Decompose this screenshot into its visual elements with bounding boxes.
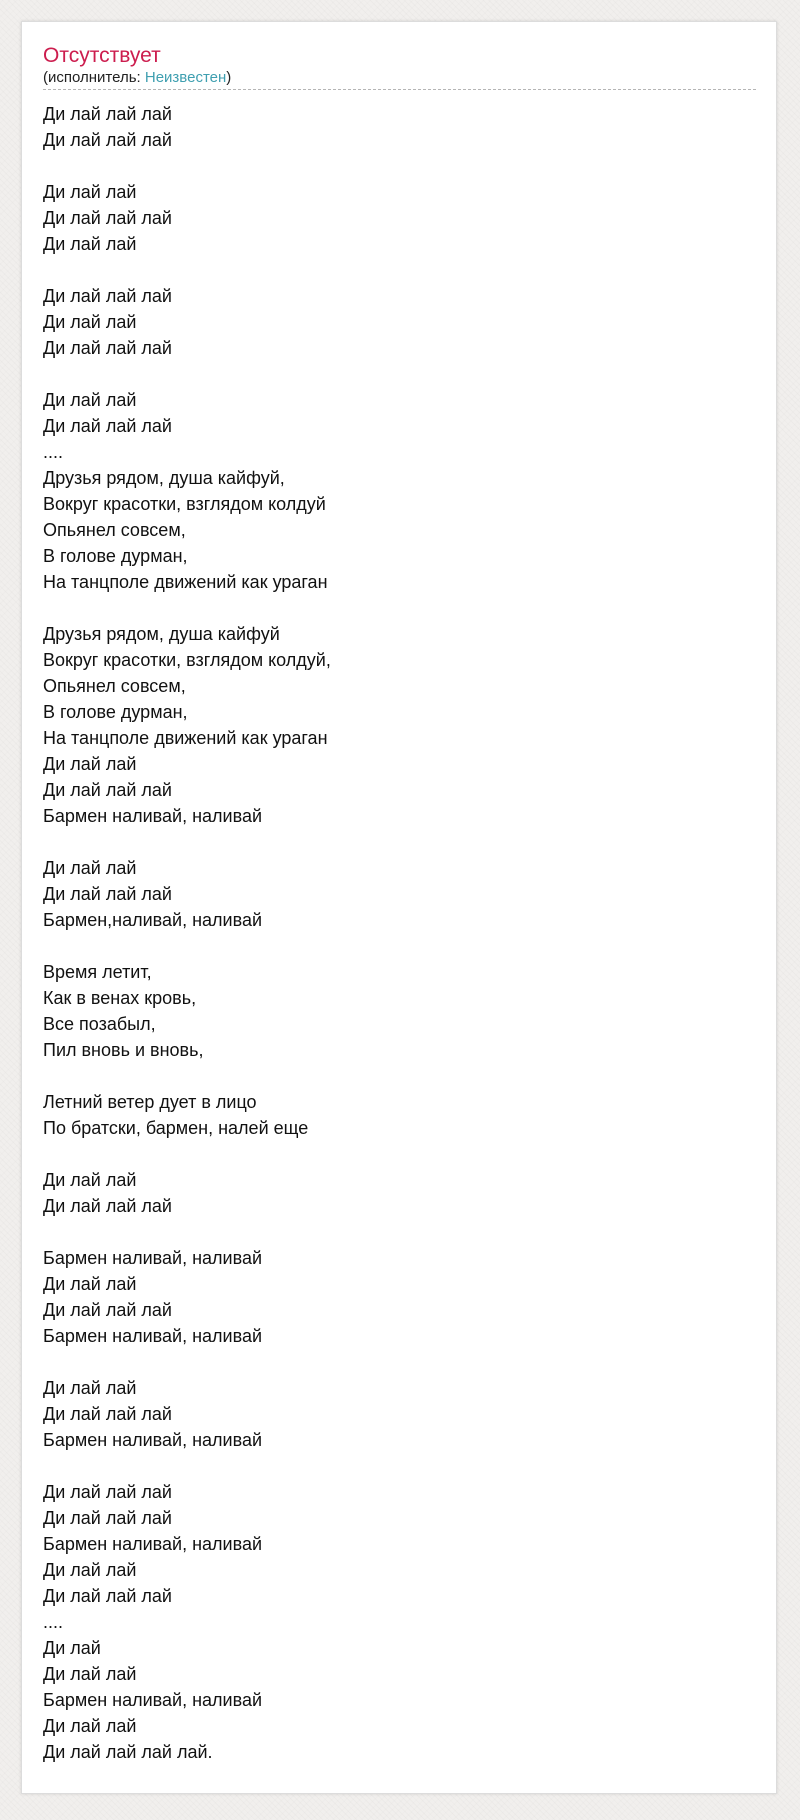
lyric-blank-line	[43, 1349, 756, 1375]
lyric-line: ....	[43, 1612, 64, 1632]
lyric-line: Ди лай лай	[43, 312, 137, 332]
lyric-line: Ди лай лай	[43, 858, 137, 878]
lyric-line: Друзья рядом, душа кайфуй	[43, 624, 280, 644]
lyric-line: Время летит,	[43, 962, 152, 982]
lyric-line: В голове дурман,	[43, 702, 188, 722]
lyric-line: По братски, бармен, налей еще	[43, 1118, 309, 1138]
lyric-blank-line	[43, 361, 756, 387]
lyric-line: Ди лай лай	[43, 1560, 137, 1580]
lyric-line: Ди лай лай лай	[43, 416, 172, 436]
lyric-line: Ди лай лай	[43, 754, 137, 774]
lyric-line: На танцполе движений как ураган	[43, 728, 328, 748]
lyric-line: Ди лай лай лай	[43, 1586, 172, 1606]
artist-suffix: )	[226, 69, 232, 86]
lyric-line: Ди лай лай лай	[43, 780, 172, 800]
lyric-blank-line	[43, 933, 756, 959]
lyric-line: Ди лай лай	[43, 1378, 137, 1398]
lyric-line: Бармен наливай, наливай	[43, 1430, 263, 1450]
lyric-line: Вокруг красотки, взглядом колдуй,	[43, 650, 331, 670]
lyric-line: Ди лай лай лай лай.	[43, 1742, 213, 1762]
lyric-line: Ди лай лай	[43, 182, 137, 202]
lyric-line: Все позабыл,	[43, 1014, 156, 1034]
lyric-line: Ди лай лай лай	[43, 1482, 172, 1502]
lyric-blank-line	[43, 1063, 756, 1089]
lyric-line: На танцполе движений как ураган	[43, 572, 328, 592]
lyric-line: Бармен наливай, наливай	[43, 1326, 263, 1346]
lyric-line: Бармен наливай, наливай	[43, 1248, 263, 1268]
lyric-line: Ди лай лай	[43, 1716, 137, 1736]
lyric-line: Летний ветер дует в лицо	[43, 1092, 257, 1112]
lyric-line: Ди лай лай лай	[43, 1404, 172, 1424]
lyrics-body	[43, 101, 756, 1765]
lyric-line: Ди лай лай лай	[43, 104, 172, 124]
artist-prefix: (исполнитель:	[43, 69, 145, 86]
lyric-line: Ди лай лай	[43, 1664, 137, 1684]
lyric-line: Пил вновь и вновь,	[43, 1040, 204, 1060]
lyric-line: Бармен наливай, наливай	[43, 1690, 263, 1710]
lyric-line: Бармен наливай, наливай	[43, 806, 263, 826]
lyric-line: Ди лай лай лай	[43, 1300, 172, 1320]
lyric-line: Бармен,наливай, наливай	[43, 910, 263, 930]
lyric-line: Ди лай лай лай	[43, 130, 172, 150]
lyric-line: Ди лай лай	[43, 390, 137, 410]
artist-link[interactable]: Неизвестен	[144, 69, 227, 86]
artist-line	[43, 69, 756, 90]
lyric-line: Ди лай лай лай	[43, 884, 172, 904]
lyric-line: ....	[43, 442, 64, 462]
lyric-blank-line	[43, 595, 756, 621]
lyric-blank-line	[43, 257, 756, 283]
lyric-line: Друзья рядом, душа кайфуй,	[43, 468, 285, 488]
lyric-line: Ди лай	[43, 1638, 101, 1658]
lyric-blank-line	[43, 1453, 756, 1479]
lyric-line: В голове дурман,	[43, 546, 188, 566]
lyric-line: Ди лай лай	[43, 1274, 137, 1294]
lyric-blank-line	[43, 1219, 756, 1245]
lyric-line: Как в венах кровь,	[43, 988, 197, 1008]
song-title: Отсутствует	[43, 44, 161, 67]
lyric-line: Ди лай лай лай	[43, 286, 172, 306]
lyric-line: Ди лай лай	[43, 1170, 137, 1190]
lyric-blank-line	[43, 153, 756, 179]
lyric-line: Ди лай лай лай	[43, 1508, 172, 1528]
lyric-blank-line	[43, 1141, 756, 1167]
lyric-line: Бармен наливай, наливай	[43, 1534, 263, 1554]
lyric-line: Ди лай лай лай	[43, 1196, 172, 1216]
lyric-blank-line	[43, 829, 756, 855]
lyric-line: Вокруг красотки, взглядом колдуй	[43, 494, 326, 514]
lyrics-card	[21, 21, 777, 1794]
lyric-line: Ди лай лай лай	[43, 338, 172, 358]
lyric-line: Ди лай лай лай	[43, 208, 172, 228]
lyric-line: Ди лай лай	[43, 234, 137, 254]
lyric-line: Опьянел совсем,	[43, 520, 186, 540]
lyric-line: Опьянел совсем,	[43, 676, 186, 696]
